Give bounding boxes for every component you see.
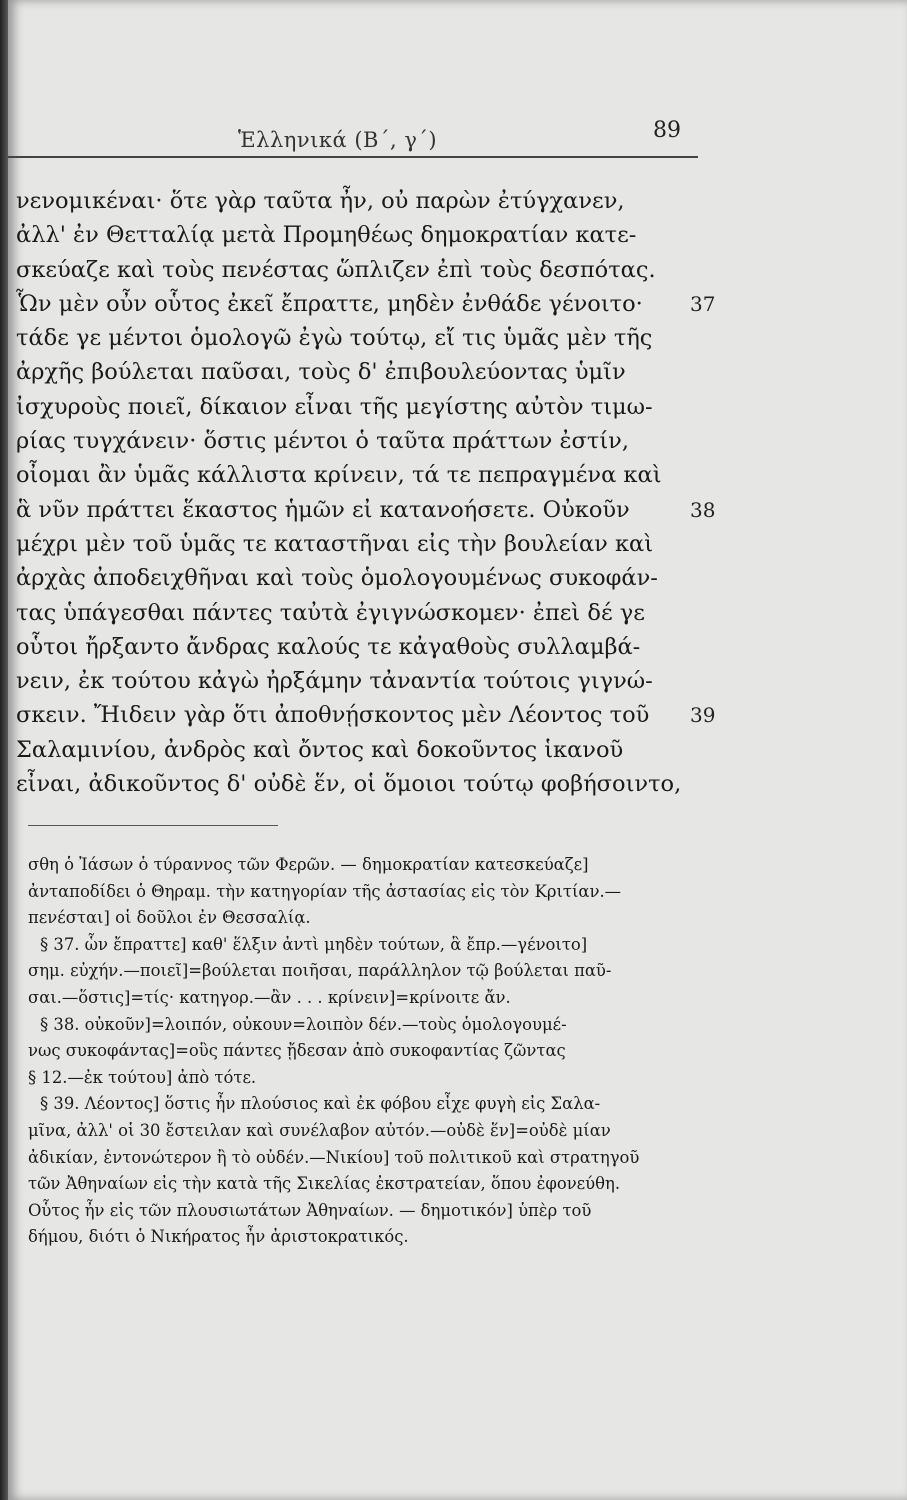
header-rule xyxy=(8,156,698,158)
footnote-line: πενέσται] οἱ δοῦλοι ἐν Θεσσαλίᾳ. xyxy=(28,908,311,928)
footnote-line: Οὗτος ἦν εἰς τῶν πλουσιωτάτων Ἀθηναίων. — δημοτικόν] ὑπὲρ τοῦ xyxy=(28,1200,592,1220)
text-line xyxy=(16,458,716,492)
text-line xyxy=(16,733,716,767)
footnotes xyxy=(28,852,728,1251)
text-line xyxy=(16,767,716,801)
text-line-content: ἀλλ' ἐν Θετταλίᾳ μετὰ Προμηθέως δημοκρατίαν κατε- xyxy=(16,222,637,249)
footnote-line: τῶν Ἀθηναίων εἰς τὴν κατὰ τῆς Σικελίας ἐκστρατείαν, ὅπου ἐφονεύθη. xyxy=(28,1174,621,1194)
text-line xyxy=(16,527,716,561)
text-line-content: σκεύαζε καὶ τοὺς πενέστας ὥπλιζεν ἐπὶ τοὺς δεσπότας. xyxy=(16,256,656,283)
text-line-content: ἰσχυροὺς ποιεῖ, δίκαιον εἶναι τῆς μεγίστης αὐτὸν τιμω- xyxy=(16,393,653,420)
text-line-content: τας ὑπάγεσθαι πάντες ταὐτὰ ἐγιγνώσκομεν· ἐπεὶ δέ γε xyxy=(16,599,645,626)
text-line xyxy=(16,664,716,698)
footnote-line: § 37. ὧν ἔπραττε] καθ' ἕλξιν ἀντὶ μηδὲν τούτων, ἃ ἔπρ.—γένοιτο] xyxy=(40,934,588,954)
text-line-content: νειν, ἐκ τούτου κἀγὼ ἠρξάμην τἀναντία τούτοις γιγνώ- xyxy=(16,668,653,695)
text-line xyxy=(16,630,716,664)
footnote-line: σθη ὁ Ἰάσων ὁ τύραννος τῶν Φερῶν. — δημοκρατίαν κατεσκεύαζε] xyxy=(28,855,589,874)
text-line-content: νενομικέναι· ὅτε γὰρ ταῦτα ἦν, οὐ παρὼν ἐτύγχανεν, xyxy=(16,188,625,214)
main-text xyxy=(16,184,716,801)
text-line xyxy=(16,287,716,321)
text-line-content: οἶομαι ἂν ὑμᾶς κάλλιστα κρίνειν, τά τε πεπραγμένα καὶ xyxy=(16,462,662,489)
text-line xyxy=(16,184,716,218)
footnote-line: μῖνα, ἀλλ' οἱ 30 ἔστειλαν καὶ συνέλαβον αὐτόν.—οὐδὲ ἕν]=οὐδὲ μίαν xyxy=(28,1120,611,1140)
text-line xyxy=(16,561,716,595)
text-line xyxy=(16,321,716,355)
footnote-rule xyxy=(28,825,278,826)
text-line-content: σκειν. Ἤιδειν γὰρ ὅτι ἀποθνῄσκοντος μὲν Λέοντος τοῦ xyxy=(16,702,650,729)
text-line xyxy=(16,424,716,458)
text-line xyxy=(16,355,716,389)
book-page xyxy=(8,0,907,1500)
footnote-line: σημ. εὐχήν.—ποιεῖ]=βούλεται ποιῆσαι, παράλληλον τῷ βούλεται παῦ- xyxy=(28,961,612,981)
text-line xyxy=(16,596,716,630)
text-line xyxy=(16,698,716,732)
page-gutter xyxy=(0,0,8,1500)
text-line xyxy=(16,493,716,527)
text-line-content: ρίας τυγχάνειν· ὅστις μέντοι ὁ ταῦτα πράττων ἐστίν, xyxy=(16,428,630,455)
text-line-content: ἀρχὰς ἀποδειχθῆναι καὶ τοὺς ὁμολογουμένως συκοφάν- xyxy=(16,565,658,592)
page-header xyxy=(8,118,698,158)
text-line xyxy=(16,218,716,252)
text-line-content: οὗτοι ἤρξαντο ἄνδρας καλούς τε κἀγαθοὺς συλλαμβά- xyxy=(16,633,641,660)
text-line-content: Ὧν μὲν οὖν οὗτος ἐκεῖ ἔπραττε, μηδὲν ἐνθάδε γένοιτο· xyxy=(16,290,643,317)
footnote-line: σαι.—ὅστις]=τίς· κατηγορ.—ἂν . . . κρίνειν]=κρίνοιτε ἄν. xyxy=(28,987,511,1007)
footnote-line: δήμου, διότι ὁ Νικήρατος ἦν ἀριστοκρατικός. xyxy=(28,1227,409,1247)
footnote-line: § 38. οὐκοῦν]=λοιπόν, οὐκουν=λοιπὸν δέν.—τοὺς ὁμολογουμέ- xyxy=(40,1014,567,1034)
text-line xyxy=(16,253,716,287)
running-title: Ἑλληνικά (Β΄, γ΄) xyxy=(238,128,438,152)
text-line-content: εἶναι, ἀδικοῦντος δ' οὐδὲ ἕν, οἱ ὅμοιοι τούτῳ φοβήσοιντο, xyxy=(16,771,682,798)
text-line-content: τάδε γε μέντοι ὁμολογῶ ἐγὼ τούτῳ, εἴ τις ὑμᾶς μὲν τῆς xyxy=(16,325,653,352)
text-line-content: ἀρχῆς βούλεται παῦσαι, τοὺς δ' ἐπιβουλεύοντας ὑμῖν xyxy=(16,359,626,386)
text-line-content: ἃ νῦν πράττει ἕκαστος ἡμῶν εἰ κατανοήσετε. Οὐκοῦν xyxy=(16,496,630,523)
section-number: 37 xyxy=(690,291,716,316)
page-number: 89 xyxy=(653,118,681,143)
footnote-line: § 39. Λέοντος] ὅστις ἦν πλούσιος καὶ ἐκ φόβου εἶχε φυγὴ εἰς Σαλα- xyxy=(40,1094,601,1114)
text-line xyxy=(16,390,716,424)
section-number: 38 xyxy=(690,497,716,522)
section-number: 39 xyxy=(690,703,716,728)
text-line-content: Σαλαμινίου, ἀνδρὸς καὶ ὄντος καὶ δοκοῦντος ἱκανοῦ xyxy=(16,736,624,763)
footnote-line: § 12.—ἐκ τούτου] ἀπὸ τότε. xyxy=(28,1067,257,1087)
footnote-line: ἀδικίαν, ἐντονώτερον ἢ τὸ οὐδέν.—Νικίου] τοῦ πολιτικοῦ καὶ στρατηγοῦ xyxy=(28,1147,640,1167)
footnote-line: ἀνταποδίδει ὁ Θηραμ. τὴν κατηγορίαν τῆς ἀστασίας εἰς τὸν Κριτίαν.— xyxy=(28,881,622,901)
footnote-line: νως συκοφάντας]=οὓς πάντες ᾔδεσαν ἀπὸ συκοφαντίας ζῶντας xyxy=(28,1041,566,1061)
text-line-content: μέχρι μὲν τοῦ ὑμᾶς τε καταστῆναι εἰς τὴν βουλείαν καὶ xyxy=(16,530,654,557)
